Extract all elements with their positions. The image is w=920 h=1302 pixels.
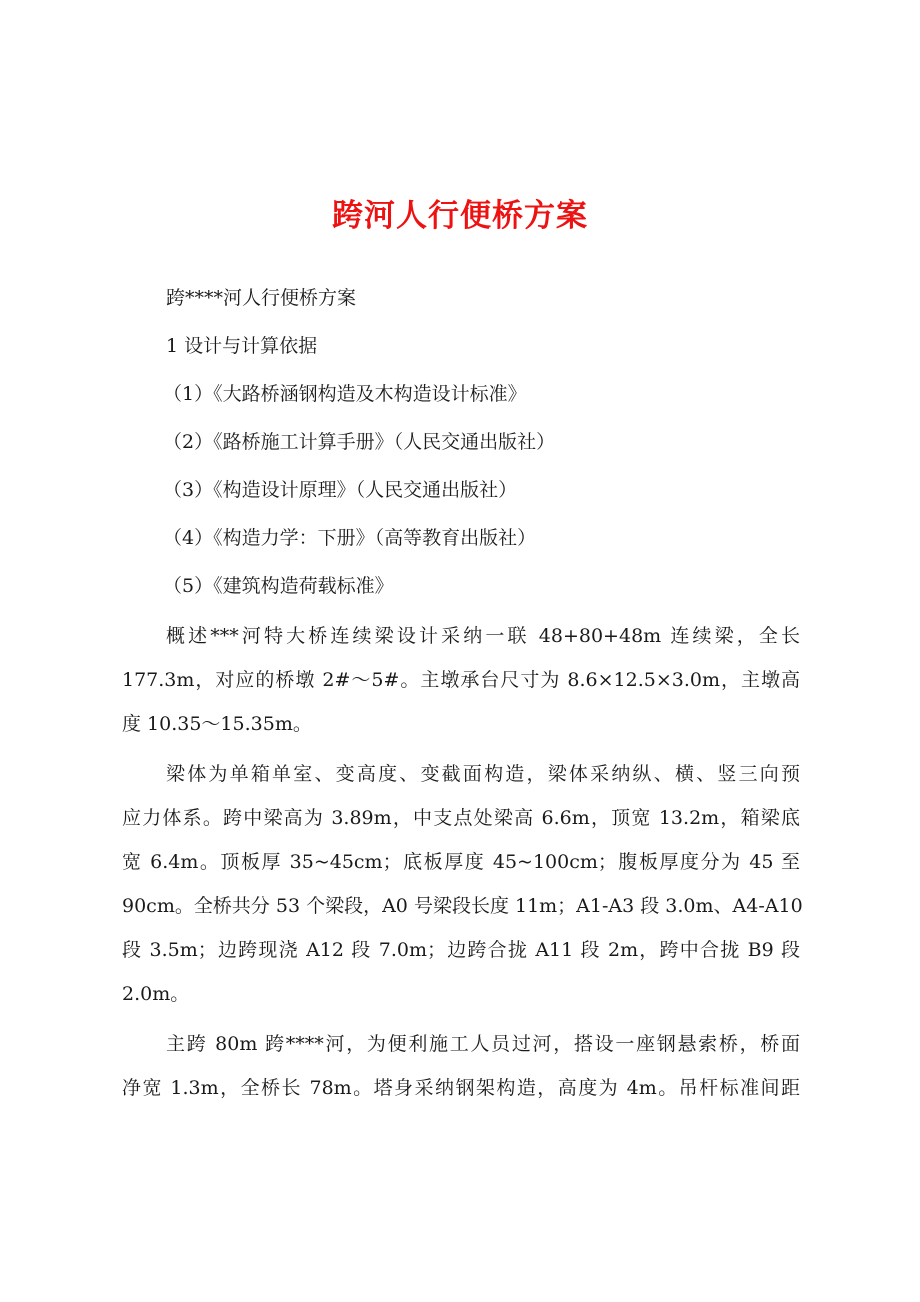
reference-item: （1）《大路桥涵钢构造及木构造设计标准》	[163, 383, 527, 405]
paragraph-line: 主跨 80m 跨****河，为便利施工人员过河，搭设一座钢悬索桥，桥面	[166, 1033, 800, 1055]
reference-item: （3）《构造设计原理》（人民交通出版社）	[163, 479, 518, 501]
paragraph-line: 净宽 1.3m，全桥长 78m。塔身采纳钢架构造，高度为 4m。吊杆标准间距	[122, 1077, 800, 1099]
paragraph-line: 177.3m，对应的桥墩 2#～5#。主墩承台尺寸为 8.6×12.5×3.0m，主墩高	[122, 669, 800, 691]
paragraph-line: 2.0m。	[122, 983, 190, 1005]
document-title: 跨河人行便桥方案	[332, 198, 588, 234]
reference-item: （5）《建筑构造荷载标准》	[163, 575, 394, 597]
reference-item: （4）《构造力学：下册》（高等教育出版社）	[163, 527, 537, 549]
document-subtitle: 跨****河人行便桥方案	[166, 287, 357, 309]
paragraph-line: 度 10.35～15.35m。	[122, 713, 312, 735]
paragraph-line: 概述***河特大桥连续梁设计采纳一联 48+80+48m 连续梁，全长	[166, 625, 800, 647]
paragraph-line: 梁体为单箱单室、变高度、变截面构造，梁体采纳纵、横、竖三向预	[166, 763, 800, 785]
paragraph-line: 90cm。全桥共分 53 个梁段，A0 号梁段长度 11m；A1-A3 段 3.0m、A4-A10	[122, 895, 803, 917]
paragraph-line: 宽 6.4m。顶板厚 35~45cm；底板厚度 45~100cm；腹板厚度分为 45 至	[122, 851, 800, 873]
reference-item: （2）《路桥施工计算手册》（人民交通出版社）	[163, 431, 556, 453]
paragraph-line: 应力体系。跨中梁高为 3.89m，中支点处梁高 6.6m，顶宽 13.2m，箱梁底	[122, 807, 800, 829]
section-heading: 1 设计与计算依据	[166, 335, 318, 357]
paragraph-line: 段 3.5m；边跨现浇 A12 段 7.0m；边跨合拢 A11 段 2m，跨中合拢 B9 段	[122, 939, 800, 961]
